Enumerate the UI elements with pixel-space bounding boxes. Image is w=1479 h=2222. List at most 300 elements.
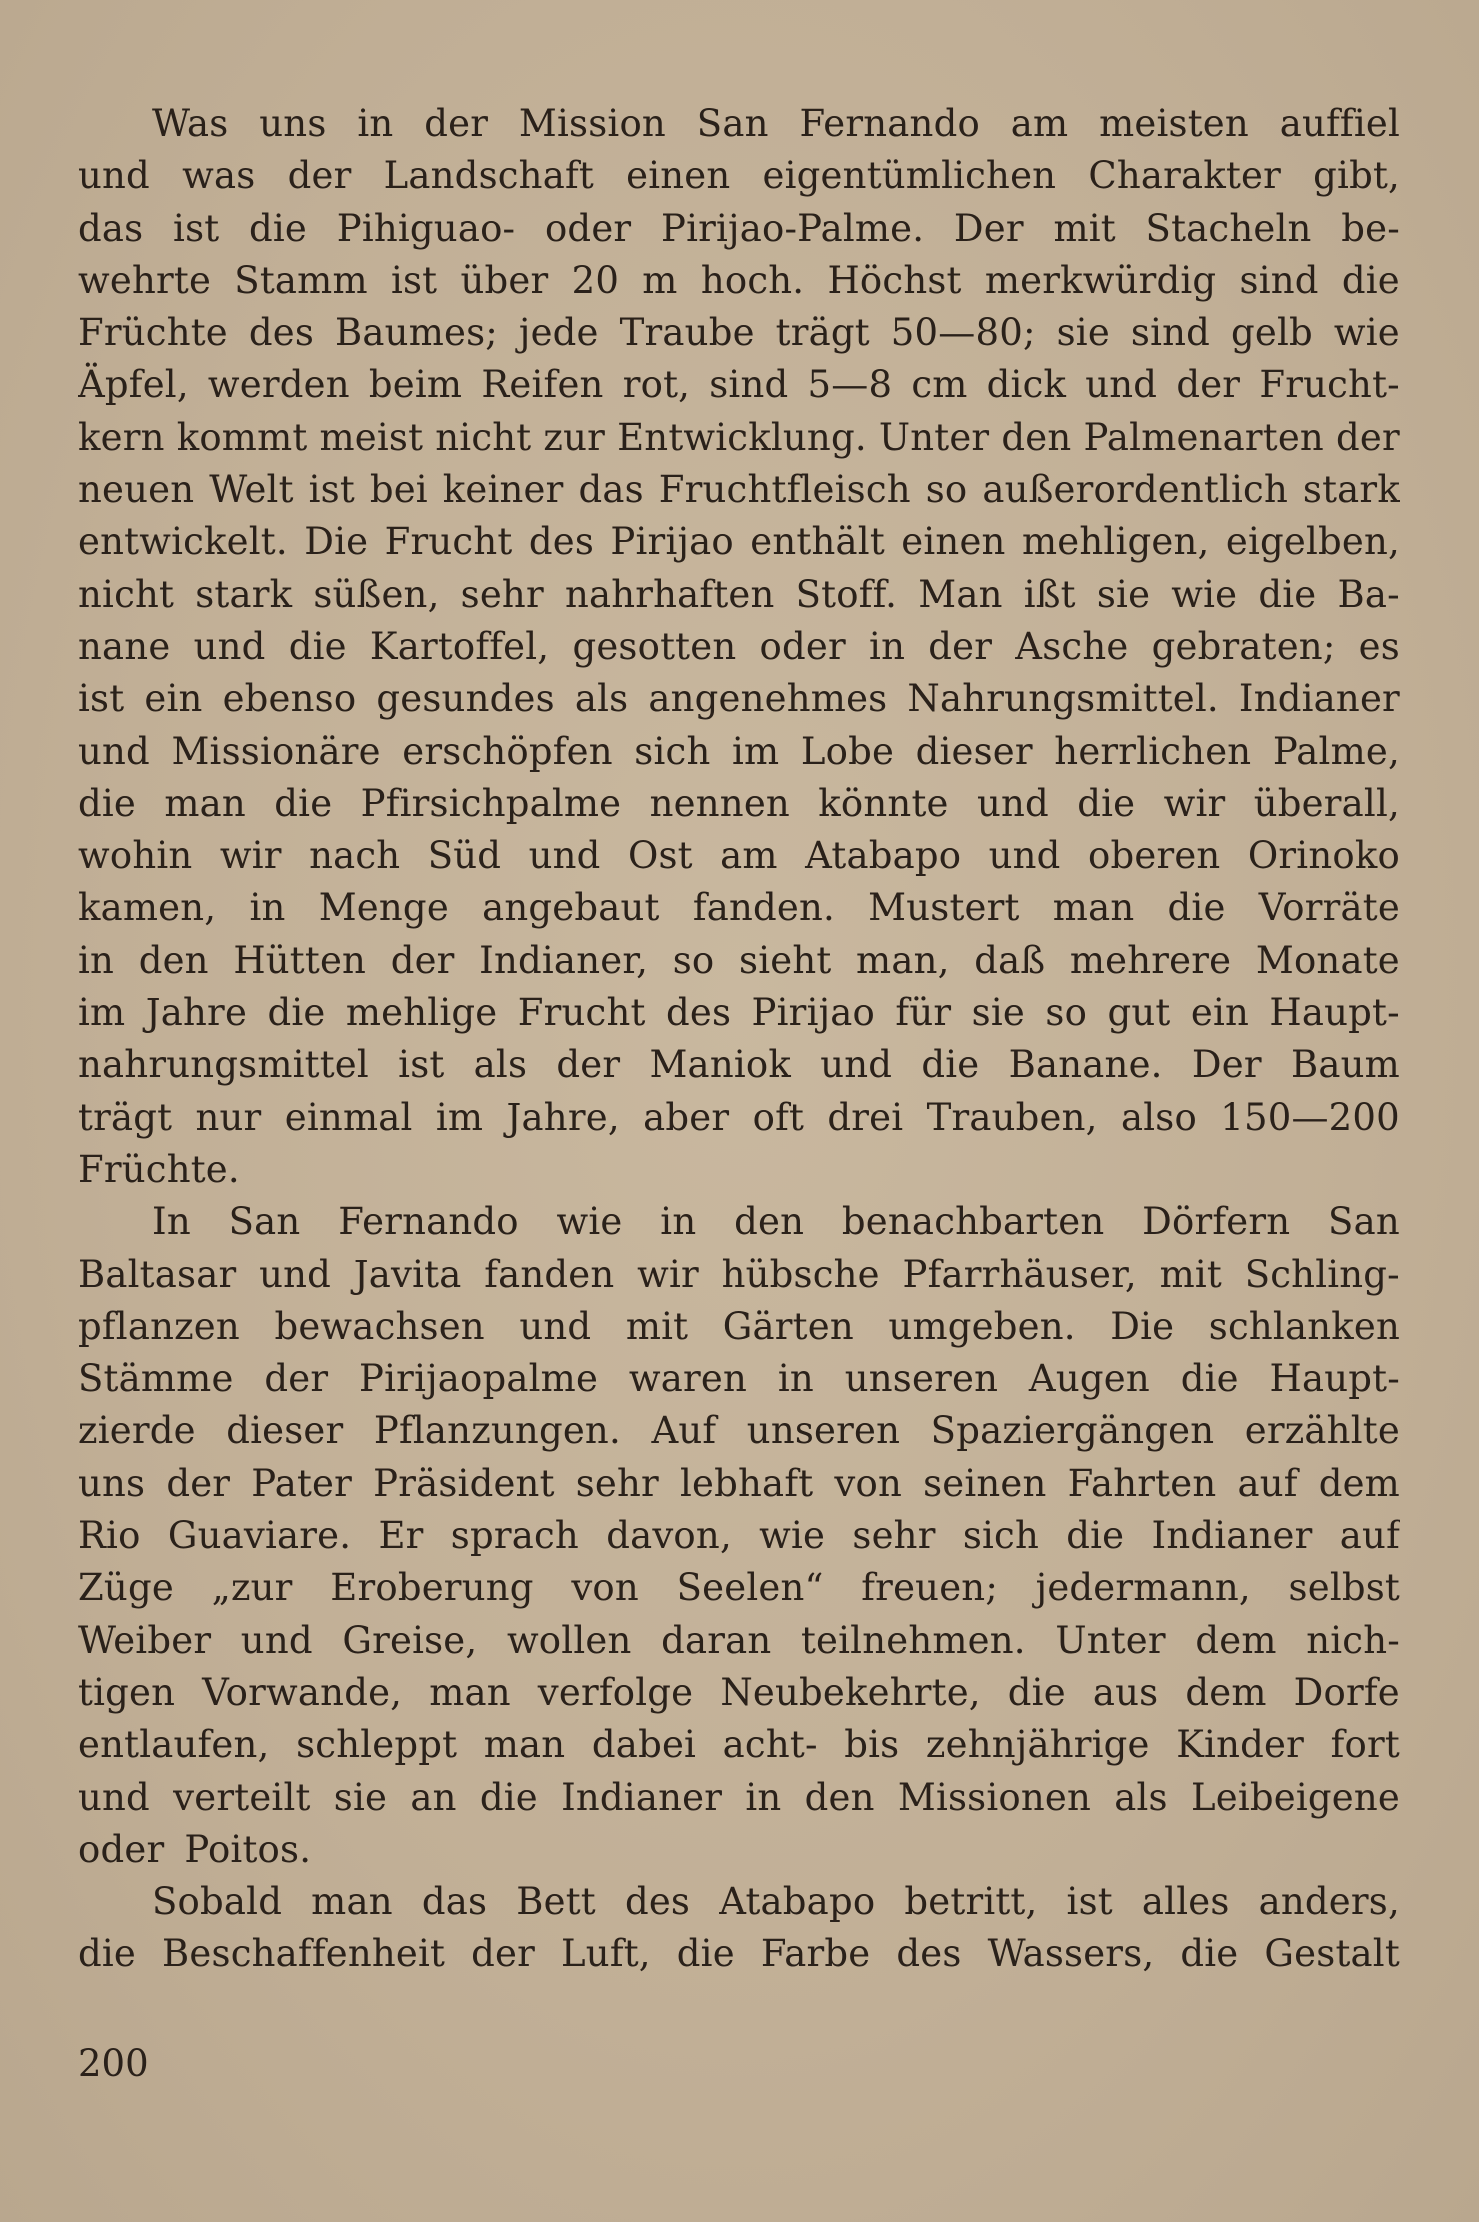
word: Javita: [353, 1252, 462, 1296]
word: über: [460, 258, 549, 302]
word: Missionen: [897, 1775, 1092, 1819]
word: mit: [1159, 1252, 1222, 1296]
word: Baltasar: [78, 1252, 237, 1296]
word: be-: [1341, 206, 1400, 250]
word: sie: [1096, 572, 1151, 616]
word: und: [519, 1304, 592, 1348]
word: schleppt: [296, 1723, 458, 1767]
word: was: [182, 154, 256, 198]
word: nennen: [649, 781, 790, 825]
word: teilnehmen.: [800, 1618, 1026, 1662]
word: der: [928, 624, 993, 668]
word: von: [834, 1461, 902, 1505]
word: erzählte: [1244, 1409, 1400, 1453]
word: dieser: [915, 729, 1033, 773]
text-line: [78, 987, 1400, 1039]
word: nahrhaften: [564, 572, 775, 616]
word: ebenso: [222, 677, 357, 721]
word: trägt: [775, 311, 870, 355]
word: im: [435, 1095, 484, 1139]
word: so: [1045, 991, 1088, 1035]
word: auffiel: [1279, 102, 1400, 145]
word: der: [471, 1932, 535, 1976]
text-line: [78, 1615, 1400, 1667]
word: 150—200: [1220, 1095, 1400, 1139]
word: wie: [1171, 572, 1238, 616]
word: beim: [368, 363, 463, 407]
word: der: [390, 938, 455, 982]
body-text: [78, 98, 1400, 1981]
word: wohin: [78, 834, 193, 878]
word: in: [249, 886, 286, 930]
text-line: [78, 1249, 1400, 1301]
word: Banane.: [1008, 1043, 1163, 1087]
word: Baum: [1290, 1043, 1400, 1087]
word: gelb: [1231, 311, 1313, 355]
word: Frucht: [517, 991, 646, 1035]
word: entlaufen,: [78, 1723, 270, 1767]
word: und: [528, 834, 601, 878]
word: Fernando: [799, 102, 980, 145]
word: sie: [971, 991, 1025, 1035]
word: nicht: [435, 415, 532, 459]
word: Mustert: [868, 886, 1020, 930]
word: gut: [1107, 991, 1171, 1035]
word: auf: [1339, 1514, 1400, 1558]
word: Leibeigene: [1190, 1775, 1400, 1819]
word: Indianer: [561, 1775, 723, 1819]
word: Indianer: [1238, 677, 1400, 721]
word: nich-: [1306, 1618, 1400, 1662]
word: sie: [1056, 311, 1110, 355]
text-line: [78, 1876, 1400, 1928]
word: Fruchtfleisch: [658, 468, 911, 512]
word: Monate: [1255, 938, 1400, 982]
word: ist: [390, 258, 438, 302]
word: Entwicklung.: [617, 415, 867, 459]
word: des: [624, 1880, 691, 1924]
word: außerordentlich: [982, 468, 1288, 512]
word: Die: [1110, 1304, 1175, 1348]
word: das: [578, 468, 644, 512]
word: oder: [759, 624, 846, 668]
text-line: [78, 464, 1400, 516]
word: Atabapo: [805, 834, 962, 878]
text-line: [78, 1719, 1400, 1771]
word: In: [152, 1200, 191, 1244]
word: Poitos.: [184, 1827, 312, 1871]
text-line: [78, 516, 1400, 568]
word: die: [1341, 258, 1400, 302]
word: Farbe: [760, 1932, 871, 1976]
word: umgeben.: [888, 1304, 1076, 1348]
text-line: [78, 1824, 1400, 1876]
word: rot,: [622, 363, 691, 407]
word: 20: [571, 258, 620, 302]
word: herrlichen: [1054, 729, 1252, 773]
text-line: [78, 1092, 1400, 1144]
word: davon,: [606, 1514, 732, 1558]
word: wir: [637, 1252, 699, 1296]
word: verfolge: [537, 1670, 694, 1714]
word: zur: [543, 415, 606, 459]
word: dem: [1195, 1618, 1277, 1662]
word: angenehmes: [648, 677, 888, 721]
word: betritt,: [904, 1880, 1038, 1924]
word: als: [473, 1043, 528, 1087]
word: Kartoffel,: [369, 624, 550, 668]
word: fort: [1330, 1723, 1400, 1767]
word: die: [1180, 1932, 1239, 1976]
word: m: [642, 258, 678, 302]
word: der: [287, 154, 352, 198]
word: ißt: [1023, 572, 1076, 616]
text-line: [78, 1458, 1400, 1510]
word: Schling-: [1244, 1252, 1400, 1296]
word: Hütten: [233, 938, 367, 982]
word: 50—80;: [890, 311, 1036, 355]
word: und: [78, 154, 150, 198]
text-line: [78, 1928, 1400, 1980]
word: im: [78, 991, 126, 1035]
word: die: [921, 1043, 980, 1087]
word: oder: [544, 206, 632, 250]
word: fanden.: [692, 886, 835, 930]
word: man: [1052, 886, 1135, 930]
word: Wassers,: [987, 1932, 1155, 1976]
word: verteilt: [173, 1775, 311, 1819]
word: mehrere: [1069, 938, 1232, 982]
word: in: [869, 624, 906, 668]
word: Früchte.: [78, 1147, 240, 1191]
word: hoch.: [700, 258, 805, 302]
word: der: [424, 102, 489, 145]
word: Der: [953, 206, 1024, 250]
word: und: [259, 1252, 332, 1296]
word: Man: [918, 572, 1003, 616]
word: und: [976, 781, 1049, 825]
text-line: [78, 1510, 1400, 1562]
word: Der: [1191, 1043, 1262, 1087]
word: bei: [369, 468, 428, 512]
word: in: [660, 1200, 697, 1244]
word: Spaziergängen: [930, 1409, 1215, 1453]
word: Seelen“: [676, 1566, 824, 1610]
word: Asche: [1015, 624, 1129, 668]
word: die: [479, 1775, 538, 1819]
word: meist: [319, 415, 424, 459]
word: zierde: [78, 1409, 196, 1453]
word: uns: [259, 102, 327, 145]
word: Indianer: [1151, 1514, 1313, 1558]
word: mehlige: [345, 991, 498, 1035]
word: unseren: [746, 1409, 901, 1453]
word: ein: [1190, 991, 1250, 1035]
word: gibt,: [1313, 154, 1400, 198]
word: Vorräte: [1258, 886, 1400, 930]
word: Maniok: [649, 1043, 791, 1087]
word: selbst: [1288, 1566, 1400, 1610]
word: die: [249, 206, 308, 250]
word: Haupt-: [1269, 991, 1400, 1035]
word: Weiber: [78, 1618, 212, 1662]
word: man: [311, 1880, 393, 1924]
word: Kinder: [1176, 1723, 1304, 1767]
word: die: [274, 781, 333, 825]
word: Präsident: [373, 1461, 555, 1505]
word: Traube: [619, 311, 755, 355]
word: jedermann,: [1035, 1566, 1251, 1610]
word: Beschaffenheit: [162, 1932, 446, 1976]
text-line: [78, 1196, 1400, 1248]
word: Pfarrhäuser,: [902, 1252, 1137, 1296]
word: so: [925, 468, 968, 512]
word: den: [1001, 415, 1072, 459]
word: oder: [78, 1827, 165, 1871]
word: auf: [1237, 1461, 1298, 1505]
word: benachbarten: [841, 1200, 1105, 1244]
word: alles: [1141, 1880, 1230, 1924]
word: gebraten;: [1151, 624, 1336, 668]
word: Palme,: [1272, 729, 1400, 773]
word: merkwürdig: [984, 258, 1217, 302]
word: Früchte: [78, 311, 228, 355]
word: man,: [856, 938, 950, 982]
text-line: [78, 203, 1400, 255]
word: Äpfel,: [78, 363, 189, 407]
word: den: [804, 1775, 875, 1819]
word: einmal: [284, 1095, 413, 1139]
word: schlanken: [1208, 1304, 1400, 1348]
word: eigelben,: [1225, 520, 1400, 564]
word: San: [696, 102, 769, 145]
word: wie: [556, 1200, 623, 1244]
word: anders,: [1258, 1880, 1400, 1924]
word: unseren: [844, 1357, 999, 1401]
word: Ba-: [1337, 572, 1400, 616]
word: aus: [1092, 1670, 1159, 1714]
word: dabei: [591, 1723, 697, 1767]
word: bewachsen: [274, 1304, 485, 1348]
word: die: [1007, 1670, 1066, 1714]
text-line: [78, 150, 1400, 202]
word: Menge: [318, 886, 449, 930]
word: kamen,: [78, 886, 217, 930]
word: Frucht: [384, 520, 513, 564]
word: Guaviare.: [167, 1514, 352, 1558]
word: mehligen,: [1022, 520, 1210, 564]
word: werden: [207, 363, 350, 407]
word: in: [777, 1357, 814, 1401]
word: Vorwande,: [202, 1670, 403, 1714]
word: sehr: [852, 1514, 936, 1558]
word: acht-: [722, 1723, 818, 1767]
word: der: [264, 1357, 329, 1401]
word: die: [1066, 1514, 1125, 1558]
text-line: [78, 1039, 1400, 1091]
word: ist: [78, 677, 125, 721]
word: Züge: [78, 1566, 174, 1610]
word: so: [672, 938, 715, 982]
word: oberen: [1087, 834, 1221, 878]
word: Ost: [627, 834, 693, 878]
word: daß: [974, 938, 1046, 982]
word: nur: [195, 1095, 262, 1139]
text-line: [78, 1667, 1400, 1719]
word: dick: [986, 363, 1067, 407]
word: ein: [144, 677, 203, 721]
word: sich: [962, 1514, 1040, 1558]
word: kern: [78, 415, 165, 459]
word: des: [248, 311, 315, 355]
word: Stoff.: [795, 572, 898, 616]
word: Pirijao: [751, 991, 876, 1035]
word: zehnjährige: [925, 1723, 1150, 1767]
word: der: [166, 1461, 231, 1505]
word: ist: [308, 468, 355, 512]
word: entwickelt.: [78, 520, 288, 564]
word: als: [1114, 1775, 1168, 1819]
word: Orinoko: [1247, 834, 1400, 878]
text-line: [78, 98, 1400, 150]
word: Luft,: [561, 1932, 651, 1976]
word: pflanzen: [78, 1304, 240, 1348]
text-line: [78, 255, 1400, 307]
word: Trauben,: [926, 1095, 1098, 1139]
word: Nahrungsmittel.: [907, 677, 1219, 721]
word: Höchst: [827, 258, 962, 302]
word: Landschaft: [383, 154, 594, 198]
word: Unter: [878, 415, 990, 459]
word: nahrungsmittel: [78, 1043, 369, 1087]
word: kommt: [176, 415, 308, 459]
word: Auf: [651, 1409, 717, 1453]
word: Jahre,: [506, 1095, 620, 1139]
word: Pirijaopalme: [359, 1357, 599, 1401]
word: die: [1180, 1357, 1239, 1401]
word: der: [556, 1043, 621, 1087]
word: Pirijao-Palme.: [661, 206, 925, 250]
word: einen: [626, 154, 731, 198]
text-line: [78, 882, 1400, 934]
text-line: [78, 569, 1400, 621]
word: San: [228, 1200, 301, 1244]
word: Pirijao: [610, 520, 734, 564]
word: ist: [173, 206, 220, 250]
word: in: [745, 1775, 782, 1819]
word: Fernando: [338, 1200, 519, 1244]
word: meisten: [1099, 102, 1249, 145]
word: wie: [759, 1514, 826, 1558]
word: es: [1358, 624, 1400, 668]
word: angebaut: [482, 886, 660, 930]
word: die: [288, 624, 347, 668]
word: der: [1336, 415, 1400, 459]
word: cm: [911, 363, 968, 407]
word: Welt: [209, 468, 294, 512]
word: überall,: [1253, 781, 1400, 825]
word: waren: [628, 1357, 748, 1401]
word: neuen: [78, 468, 195, 512]
word: nicht: [78, 572, 175, 616]
word: Pflanzungen.: [373, 1409, 621, 1453]
word: am: [720, 834, 778, 878]
word: sind: [1130, 311, 1211, 355]
word: Lobe: [800, 729, 895, 773]
word: daran: [661, 1618, 772, 1662]
word: freuen;: [861, 1566, 998, 1610]
word: die: [78, 781, 137, 825]
text-line: [78, 935, 1400, 987]
text-line: [78, 1353, 1400, 1405]
word: sehr: [575, 1461, 659, 1505]
word: einen: [901, 520, 1006, 564]
word: und: [78, 729, 150, 773]
word: Stacheln: [1145, 206, 1312, 250]
word: wollen: [506, 1618, 632, 1662]
word: sind: [1239, 258, 1319, 302]
word: man: [429, 1670, 511, 1714]
word: bis: [844, 1723, 900, 1767]
word: hübsche: [721, 1252, 880, 1296]
word: man: [483, 1723, 566, 1767]
text-line: [78, 307, 1400, 359]
word: und: [988, 834, 1061, 878]
word: Pater: [251, 1461, 353, 1505]
word: den: [138, 938, 209, 982]
word: Atabapo: [719, 1880, 876, 1924]
word: Missionäre: [171, 729, 381, 773]
word: trägt: [78, 1095, 173, 1139]
word: könnte: [818, 781, 949, 825]
word: Palmenarten: [1083, 415, 1324, 459]
word: von: [571, 1566, 639, 1610]
word: im: [732, 729, 780, 773]
text-line: [78, 726, 1400, 778]
word: Dörfern: [1142, 1200, 1291, 1244]
word: lebhaft: [680, 1461, 814, 1505]
word: tigen: [78, 1670, 176, 1714]
word: in: [78, 938, 115, 982]
word: und: [240, 1618, 313, 1662]
word: Die: [304, 520, 369, 564]
word: in: [357, 102, 394, 145]
word: die: [267, 991, 326, 1035]
word: Jahre: [145, 991, 248, 1035]
text-line: [78, 412, 1400, 464]
word: Er: [378, 1514, 424, 1558]
word: Rio: [78, 1514, 141, 1558]
word: nane: [78, 624, 171, 668]
word: ist: [1066, 1880, 1113, 1924]
word: Süd: [427, 834, 502, 878]
word: sind: [709, 363, 789, 407]
word: die: [78, 1932, 137, 1976]
word: als: [574, 677, 629, 721]
word: keiner: [442, 468, 564, 512]
word: Dorfe: [1293, 1670, 1400, 1714]
word: Fahrten: [1067, 1461, 1217, 1505]
text-line: [78, 778, 1400, 830]
word: das: [421, 1880, 488, 1924]
word: Gestalt: [1264, 1932, 1400, 1976]
word: San: [1328, 1200, 1400, 1244]
word: Baumes;: [335, 311, 498, 355]
word: Charakter: [1088, 154, 1281, 198]
word: des: [528, 520, 595, 564]
text-line: [78, 673, 1400, 725]
text-line: [78, 1301, 1400, 1353]
